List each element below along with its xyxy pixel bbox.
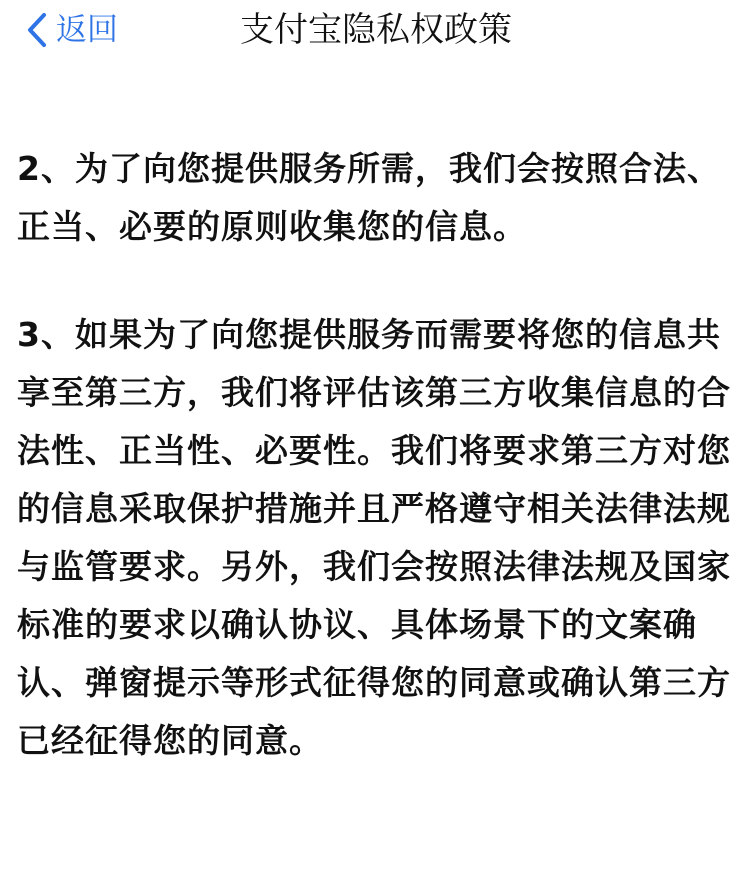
navigation-bar (0, 0, 752, 62)
policy-content (17, 140, 739, 770)
policy-paragraph-3: 3、如果为了向您提供服务而需要将您的信息共享至第三方，我们将评估该第三方收集信息的合法性、正当性、必要性。我们将要求第三方对您的信息采取保护措施并且严格遵守相关法律法规与监管要求。另外，我们会按照法律法规及国家标准的要求以确认协议、具体场景下的文案确认、弹窗提示等形式征得您的同意或确认第三方已经征得您的同意。 (17, 315, 731, 760)
back-button-label: 返回 (56, 12, 118, 48)
policy-paragraph-2: 2、为了向您提供服务所需，我们会按照合法、正当、必要的原则收集您的信息。 (17, 149, 721, 246)
page-title: 支付宝隐私权政策 (240, 10, 512, 50)
